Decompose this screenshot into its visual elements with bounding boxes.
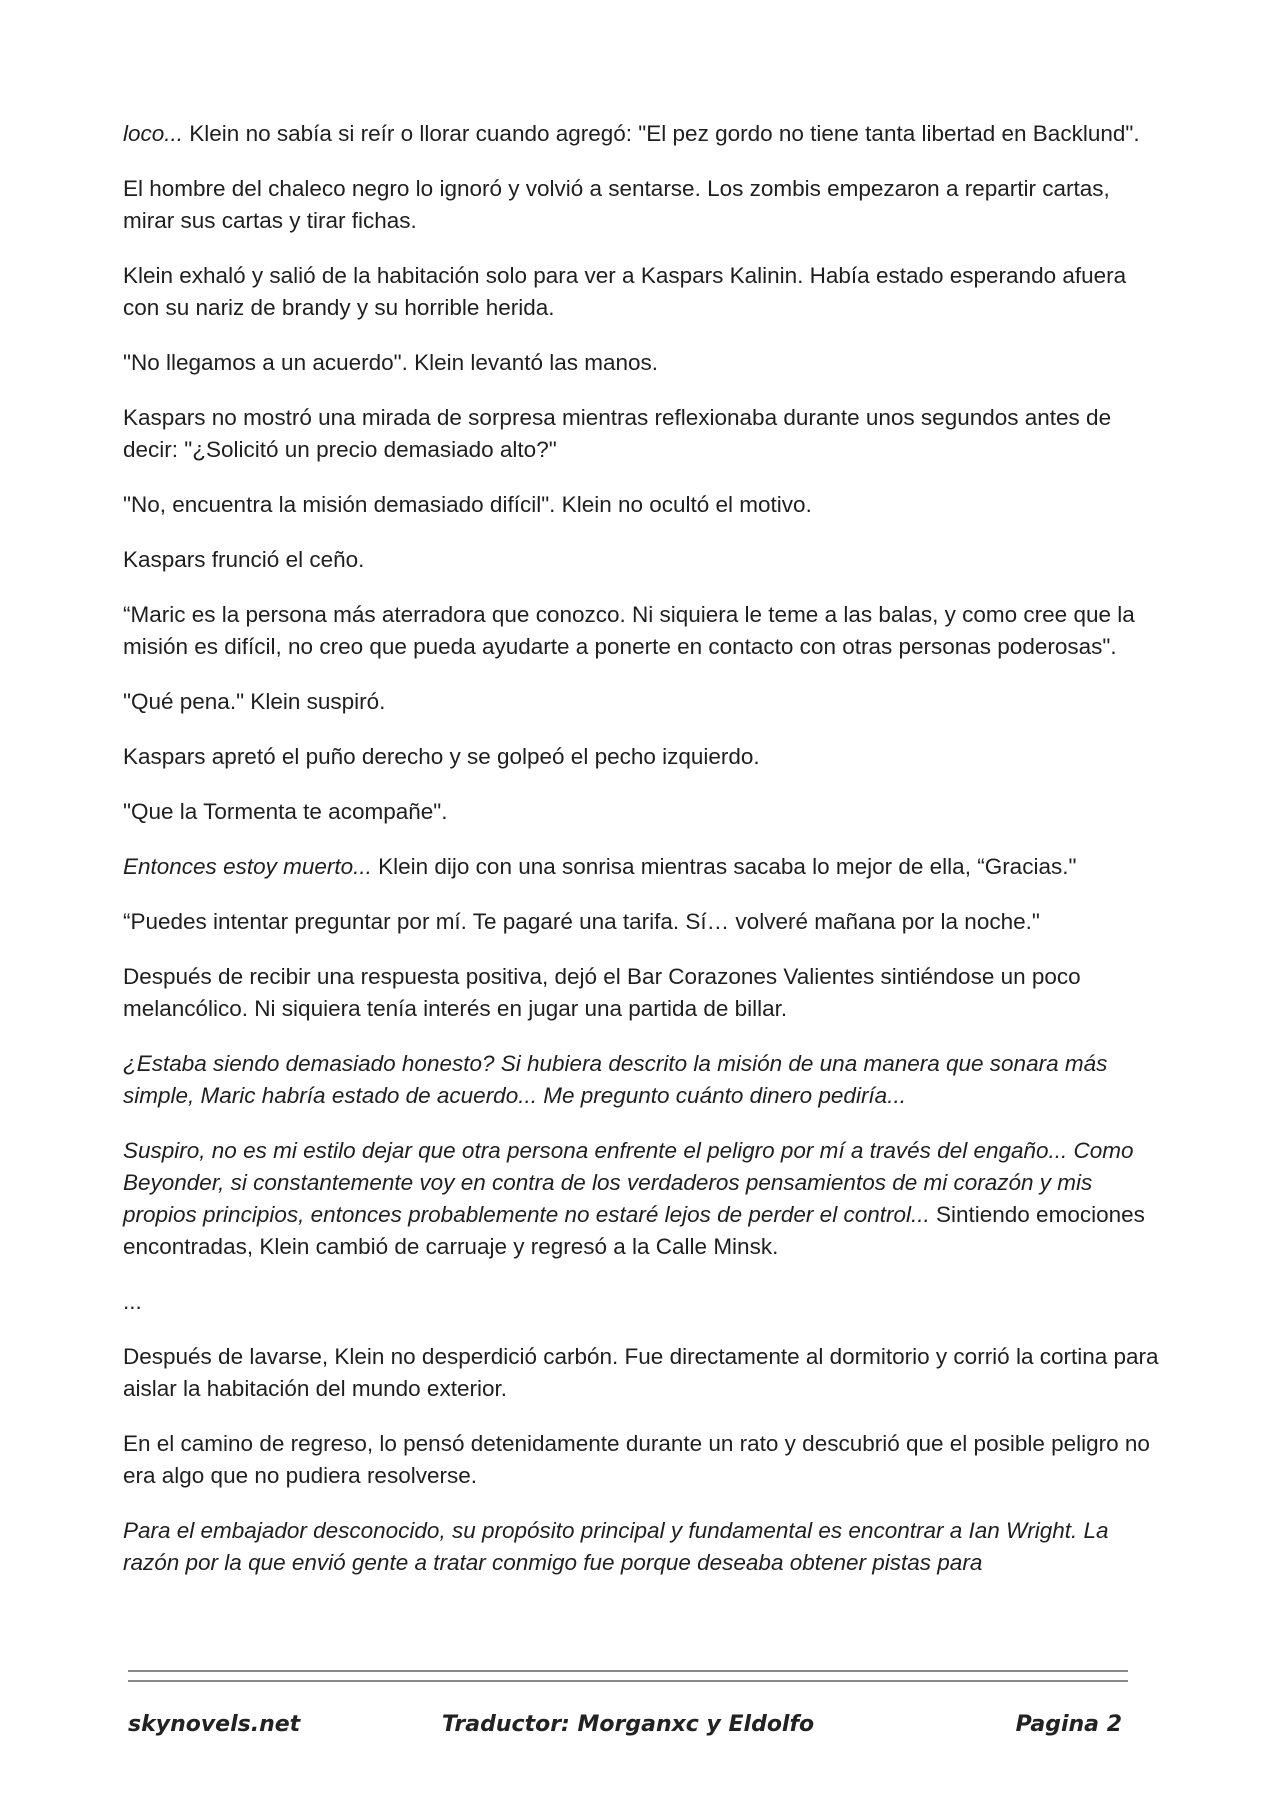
paragraph [123,544,1163,576]
paragraph [123,851,1163,883]
paragraph [123,489,1163,521]
text-run: Después de recibir una respuesta positiva, dejó el Bar Corazones Valientes sintiéndose un poco melancólico. Ni siquiera tenía interés en jugar una partida de billar. [123,964,1081,1021]
paragraph [123,347,1163,379]
paragraph [123,741,1163,773]
italic-text-run: Para el embajador desconocido, su propósito principal y fundamental es encontrar a Ian Wright. La razón por la que envió gente a tratar conmigo fue porque deseaba obtener pistas para [123,1518,1109,1575]
paragraph [123,1286,1163,1318]
text-run: "Que la Tormenta te acompañe". [123,799,448,824]
paragraph [123,1428,1163,1492]
italic-text-run: Suspiro, no es mi estilo dejar que otra persona enfrente el peligro por mí a través del engaño... Como Beyonder, si constantemente voy en contra de los verdaderos pensamientos de mi corazón y mis propios principios, entonces probablemente no estaré lejos de perder el control... [123,1138,1134,1227]
paragraph [123,599,1163,663]
paragraph [123,260,1163,324]
text-run: En el camino de regreso, lo pensó detenidamente durante un rato y descubrió que el posible peligro no era algo que no pudiera resolverse. [123,1431,1150,1488]
text-run: Klein dijo con una sonrisa mientras sacaba lo mejor de ella, “Gracias." [371,854,1077,879]
text-run: Kaspars frunció el ceño. [123,547,365,572]
text-run: "Qué pena." Klein suspiró. [123,689,386,714]
italic-text-run: loco... [123,121,184,146]
text-run: “Maric es la persona más aterradora que conozco. Ni siquiera le teme a las balas, y como cree que la misión es difícil, no creo que pueda ayudarte a ponerte en contacto con otras personas poderosas". [123,602,1135,659]
paragraph [123,1135,1163,1263]
italic-text-run: Entonces estoy muerto... [123,854,372,879]
text-run: El hombre del chaleco negro lo ignoró y volvió a sentarse. Los zombis empezaron a repartir cartas, mirar sus cartas y tirar fichas. [123,176,1110,233]
paragraph [123,906,1163,938]
footer-rule-bottom [128,1680,1128,1682]
paragraph [123,961,1163,1025]
footer-page-number: Pagina 2 [1015,1712,1122,1737]
text-run: Klein exhaló y salió de la habitación solo para ver a Kaspars Kalinin. Había estado esperando afuera con su nariz de brandy y su horrible herida. [123,263,1127,320]
paragraph [123,1515,1163,1579]
italic-text-run: ¿Estaba siendo demasiado honesto? Si hubiera descrito la misión de una manera que sonara más simple, Maric habría estado de acuerdo... Me pregunto cuánto dinero pediría... [123,1051,1108,1108]
paragraph [123,796,1163,828]
footer-translator: Traductor: Morganxc y Eldolfo [441,1712,815,1737]
body-text [123,118,1163,1602]
footer-rule-top [128,1670,1128,1672]
text-run: Klein no sabía si reír o llorar cuando agregó: "El pez gordo no tiene tanta libertad en Backlund". [183,121,1140,146]
paragraph [123,402,1163,466]
paragraph [123,1341,1163,1405]
text-run: Kaspars apretó el puño derecho y se golpeó el pecho izquierdo. [123,744,760,769]
text-run: Sintiendo emociones encontradas, Klein cambió de carruaje y regresó a la Calle Minsk. [123,1202,1145,1259]
footer-site: skynovels.net [128,1712,301,1737]
text-run: "No llegamos a un acuerdo". Klein levantó las manos. [123,350,659,375]
page-footer [128,1712,1128,1748]
text-run: ... [123,1289,142,1314]
text-run: Kaspars no mostró una mirada de sorpresa mientras reflexionaba durante unos segundos antes de decir: "¿Solicitó un precio demasiado alto?" [123,405,1112,462]
paragraph [123,1048,1163,1112]
paragraph [123,118,1163,150]
text-run: "No, encuentra la misión demasiado difícil". Klein no ocultó el motivo. [123,492,812,517]
footer-divider [128,1670,1128,1690]
text-run: “Puedes intentar preguntar por mí. Te pagaré una tarifa. Sí… volveré mañana por la noche." [123,909,1040,934]
paragraph [123,173,1163,237]
paragraph [123,686,1163,718]
text-run: Después de lavarse, Klein no desperdició carbón. Fue directamente al dormitorio y corrió la cortina para aislar la habitación del mundo exterior. [123,1344,1159,1401]
